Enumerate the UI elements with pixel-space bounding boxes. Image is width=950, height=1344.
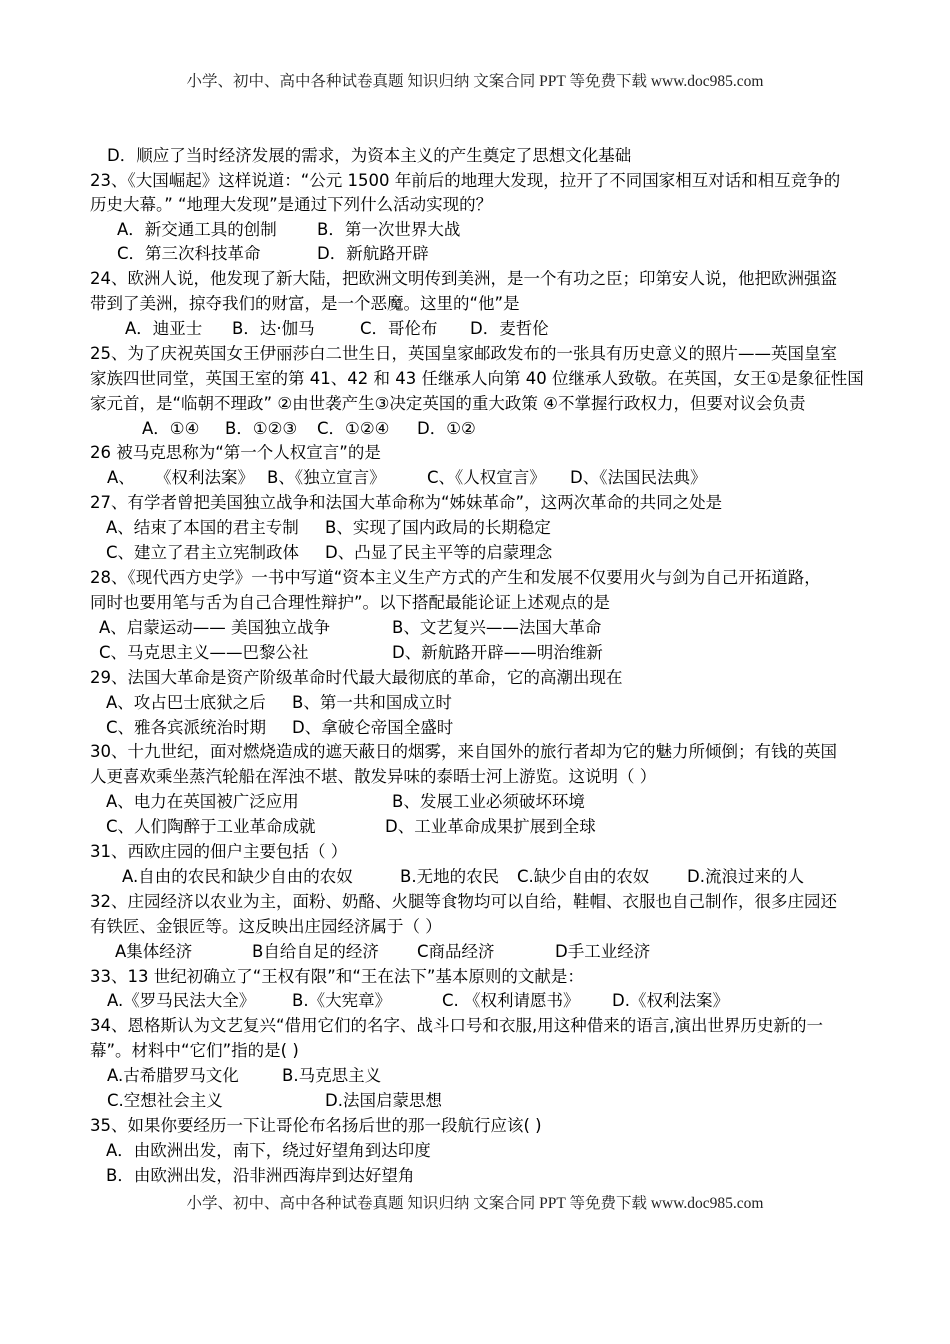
answer-option: C、《人权宣言》 <box>427 468 546 487</box>
answer-option: A、 <box>107 468 135 487</box>
page-header: 小学、初中、高中各种试卷真题 知识归纳 文案合同 PPT 等免费下载 www.doc985.com <box>186 73 764 90</box>
question-text-line: 30、十九世纪，面对燃烧造成的遮天蔽日的烟雾，来自国外的旅行者却为它的魅力所倾倒；有钱的英国 <box>90 742 837 761</box>
answer-option: C．第三次科技革命 <box>117 244 261 263</box>
question-text-line: 34、恩格斯认为文艺复兴“借用它们的名字、战斗口号和衣服,用这种借来的语言,演出世界历史新的一 <box>90 1016 824 1035</box>
question-text-line: 31、西欧庄园的佃户主要包括（ ） <box>90 842 348 861</box>
answer-option: A.古希腊罗马文化 <box>107 1066 239 1085</box>
answer-option: A、启蒙运动—— 美国独立战争 <box>99 618 331 637</box>
answer-option: B．第一次世界大战 <box>317 220 461 239</box>
question-text-line: 25、为了庆祝英国女王伊丽莎白二世生日，英国皇家邮政发布的一张具有历史意义的照片——英国皇室 <box>90 344 837 363</box>
answer-option: B、文艺复兴——法国大革命 <box>392 618 602 637</box>
answer-option: D．①② <box>417 419 476 438</box>
answer-option: D．新航路开辟 <box>317 244 429 263</box>
answer-option: 《权利法案》 <box>155 468 254 487</box>
answer-option: A．新交通工具的创制 <box>117 220 277 239</box>
answer-option: B自给自足的经济 <box>252 942 379 961</box>
question-text-line: 家族四世同堂，英国王室的第 41、42 和 43 任继承人向第 40 位继承人致敬。在英国，女王①是象征性国 <box>90 369 864 388</box>
answer-option: C.缺少自由的农奴 <box>517 867 650 886</box>
question-text-line: 人更喜欢乘坐蒸汽轮船在浑浊不堪、散发异味的泰晤士河上游览。这说明（ ） <box>90 767 657 786</box>
answer-option: A、攻占巴士底狱之后 <box>106 693 266 712</box>
answer-option: D、《法国民法典》 <box>570 468 707 487</box>
question-text-line: 32、庄园经济以农业为主，面粉、奶酪、火腿等食物均可以自给，鞋帽、衣服也自己制作，很多庄园还 <box>90 892 837 911</box>
answer-option: B、发展工业必须破坏环境 <box>392 792 585 811</box>
answer-option: D.《权利法案》 <box>612 991 729 1010</box>
question-text-line: 26 被马克思称为“第一个人权宣言”的是 <box>90 443 381 462</box>
answer-option: B.《大宪章》 <box>292 991 392 1010</box>
answer-option: D、工业革命成果扩展到全球 <box>385 817 596 836</box>
question-text-line: 24、欧洲人说，他发现了新大陆，把欧洲文明传到美洲，是一个有功之臣；印第安人说，他把欧洲强盗 <box>90 269 837 288</box>
answer-option: A．迪亚士 <box>125 319 203 338</box>
question-text-line: D．顺应了当时经济发展的需求，为资本主义的产生奠定了思想文化基础 <box>107 146 632 165</box>
answer-option: D、新航路开辟——明治维新 <box>392 643 603 662</box>
answer-option: A集体经济 <box>115 942 193 961</box>
answer-option: D．麦哲伦 <box>470 319 549 338</box>
question-text-line: 28、《现代西方史学》一书中写道“资本主义生产方式的产生和发展不仅要用火与剑为自己开拓道路， <box>90 568 821 587</box>
question-text-line: 23、《大国崛起》这样说道：“公元 1500 年前后的地理大发现，拉开了不同国家相互对话和相互竞争的 <box>90 171 841 190</box>
answer-option: C、建立了君主立宪制政体 <box>106 543 300 562</box>
answer-option: D、拿破仑帝国全盛时 <box>292 718 454 737</box>
question-text-line: A．由欧洲出发，南下，绕过好望角到达印度 <box>106 1141 431 1160</box>
answer-option: D手工业经济 <box>555 942 651 961</box>
answer-option: B、第一共和国成立时 <box>292 693 452 712</box>
answer-option: A、电力在英国被广泛应用 <box>106 792 299 811</box>
answer-option: C、雅各宾派统治时期 <box>106 718 267 737</box>
question-text-line: 带到了美洲，掠夺我们的财富，是一个恶魔。这里的“他”是 <box>90 294 520 313</box>
answer-option: D.法国启蒙思想 <box>325 1091 442 1110</box>
answer-option: A.自由的农民和缺少自由的农奴 <box>122 867 353 886</box>
question-text-line: 幕”。材料中“它们”指的是( ) <box>90 1041 299 1060</box>
question-text-line: 历史大幕。” “地理大发现”是通过下列什么活动实现的？ <box>90 195 493 214</box>
question-text-line: 35、如果你要经历一下让哥伦布名扬后世的那一段航行应该( ) <box>90 1116 542 1135</box>
answer-option: B.马克思主义 <box>282 1066 382 1085</box>
page-footer: 小学、初中、高中各种试卷真题 知识归纳 文案合同 PPT 等免费下载 www.doc985.com <box>186 1195 764 1212</box>
answer-option: B．达·伽马 <box>232 319 315 338</box>
answer-option: C、人们陶醉于工业革命成就 <box>106 817 316 836</box>
question-text-line: 家元首，是“临朝不理政” ②由世袭产生③决定英国的重大政策 ④不掌握行政权力，但要对议会负责 <box>90 394 806 413</box>
answer-option: C.空想社会主义 <box>107 1091 223 1110</box>
answer-option: B．①②③ <box>225 419 298 438</box>
answer-option: A、结束了本国的君主专制 <box>106 518 299 537</box>
question-text-line: 29、法国大革命是资产阶级革命时代最大最彻底的革命，它的高潮出现在 <box>90 668 623 687</box>
answer-option: D.流浪过来的人 <box>687 867 804 886</box>
question-text-line: B．由欧洲出发，沿非洲西海岸到达好望角 <box>106 1166 415 1185</box>
answer-option: B、《独立宣言》 <box>267 468 386 487</box>
answer-option: A．①④ <box>142 419 200 438</box>
answer-option: A.《罗马民法大全》 <box>107 991 256 1010</box>
answer-option: C. 《权利请愿书》 <box>442 991 580 1010</box>
answer-option: B、实现了国内政局的长期稳定 <box>325 518 551 537</box>
answer-option: D、凸显了民主平等的启蒙理念 <box>325 543 553 562</box>
answer-option: C．①②④ <box>317 419 390 438</box>
answer-option: C．哥伦布 <box>360 319 438 338</box>
answer-option: C、马克思主义——巴黎公社 <box>99 643 309 662</box>
question-text-line: 有铁匠、金银匠等。这反映出庄园经济属于（ ） <box>90 917 442 936</box>
question-text-line: 27、有学者曾把美国独立战争和法国大革命称为“姊妹革命”，这两次革命的共同之处是 <box>90 493 723 512</box>
question-text-line: 33、13 世纪初确立了“王权有限”和“王在法下”基本原则的文献是： <box>90 967 584 986</box>
answer-option: B.无地的农民 <box>400 867 500 886</box>
answer-option: C商品经济 <box>417 942 495 961</box>
question-text-line: 同时也要用笔与舌为自己合理性辩护”。以下搭配最能论证上述观点的是 <box>90 593 611 612</box>
